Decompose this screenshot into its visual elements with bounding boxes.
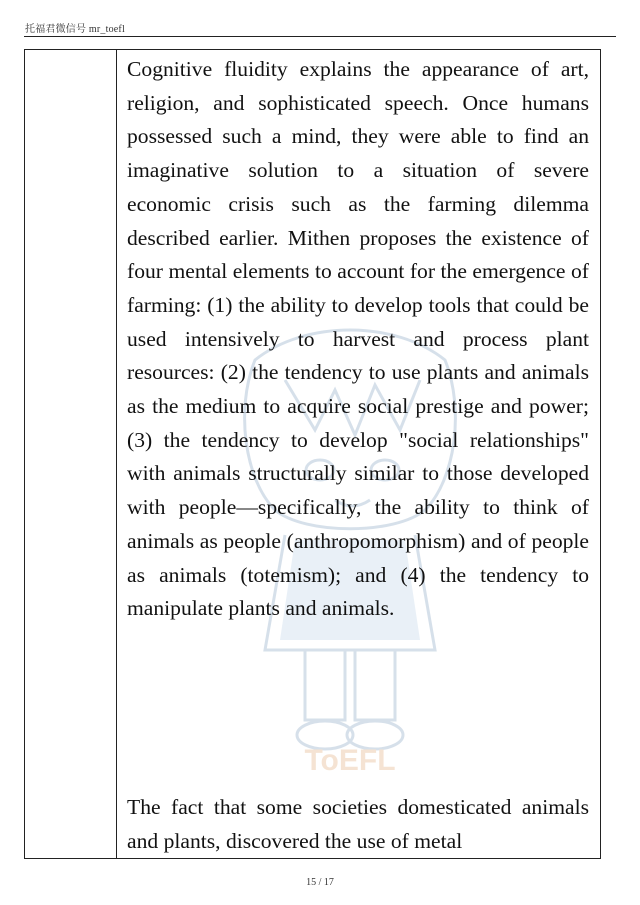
paragraph-domestication: The fact that some societies domesticated animals and plants, discovered the use of metal	[127, 795, 589, 853]
page-number: 15 / 17	[306, 877, 334, 888]
header-divider	[24, 36, 616, 37]
watermark-label: ToEFL	[304, 744, 396, 777]
content-table	[24, 49, 601, 859]
page-header: 托福君微信号 mr_toefl	[25, 24, 125, 35]
paragraph-cognitive-fluidity: Cognitive fluidity explains the appearance of art, religion, and sophisticated speech. Once humans possessed such a mind, they were able to find an imaginative solution to a situation of severe economic crisis such as the farming dilemma described earlier. Mithen proposes the existence of four mental elements to account for the emergence of farming: (1) the ability to develop tools that could be used intensively to harvest and process plant resources: (2) the tendency to use plants and animals as the medium to acquire social prestige and power; (3) the tendency to develop "social relationships" with animals structurally similar to those developed with people—specifically, the ability to think of animals as people (anthropomorphism) and of people as animals (totemism); and (4) the tendency to manipulate plants and animals.	[127, 57, 589, 621]
table-column-divider	[116, 50, 117, 858]
